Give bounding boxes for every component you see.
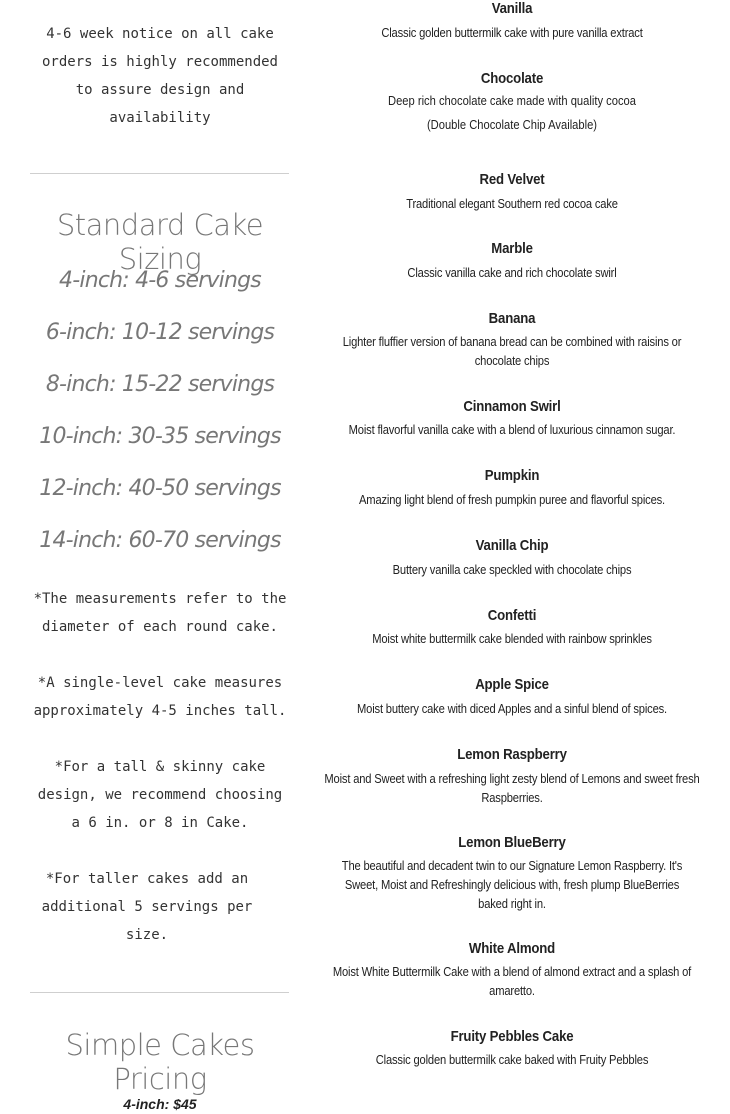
sizing-heading: Standard Cake Sizing [56,208,264,276]
size-item: 10-inch: 30-35 servings [39,424,281,449]
size-note: *A single-level cake measures approximately 4-5 inches tall. [33,675,287,719]
size-item: 14-inch: 60-70 servings [39,528,281,553]
flavor-description: Moist and Sweet with a refreshing light zesty blend of Lemons and sweet fresh Raspberries. [324,771,700,805]
flavor-description: Buttery vanilla cake speckled with chocolate chips [392,562,632,577]
flavor-description: Amazing light blend of fresh pumpkin puree and flavorful spices. [359,492,665,507]
flavor-description: Classic golden buttermilk cake with pure vanilla extract [381,25,643,40]
flavor-item [322,939,702,1000]
flavor-name: Vanilla [491,0,533,17]
flavor-description: Classic vanilla cake and rich chocolate swirl [407,265,617,280]
flavor-item [322,466,702,509]
size-note: *The measurements refer to the diameter of each round cake. [33,591,287,635]
flavor-description: The beautiful and decadent twin to our Signature Lemon Raspberry. It's Sweet, Moist and Refreshingly delicious with, fresh plump BlueBerries baked right in. [341,858,683,911]
flavor-description: Deep rich chocolate cake made with quality cocoa [388,93,636,108]
flavor-name: Vanilla Chip [475,537,549,554]
flavor-item [322,606,702,648]
order-notice: 4-6 week notice on all cake orders is highly recommended to assure design and availability [41,26,278,126]
flavor-item [322,675,702,718]
pricing-heading: Simple Cakes Pricing [65,1028,255,1096]
flavor-item [322,1027,702,1069]
size-item: 12-inch: 40-50 servings [39,476,281,501]
flavor-name: Marble [491,240,533,257]
flavor-name: Lemon BlueBerry [458,834,566,851]
flavor-description: Classic golden buttermilk cake baked with Fruity Pebbles [375,1052,649,1067]
flavor-item [322,239,702,282]
flavor-name: Cinnamon Swirl [463,398,561,415]
divider [30,992,289,993]
flavor-description: Lighter fluffier version of banana bread can be combined with raisins or chocolate chips [342,334,682,368]
flavor-item [322,536,702,579]
flavor-name: Pumpkin [484,467,540,484]
flavor-name: Red Velvet [479,171,545,188]
size-note: *For a tall & skinny cake design, we recommend choosing a 6 in. or 8 in Cake. [37,759,283,831]
flavor-description: Traditional elegant Southern red cocoa cake [406,196,618,211]
flavor-name: Chocolate [480,70,544,87]
flavor-description: Moist flavorful vanilla cake with a blend of luxurious cinnamon sugar. [348,422,676,437]
flavor-item [322,0,702,42]
flavor-description: Moist buttery cake with diced Apples and a sinful blend of spices. [357,701,667,716]
flavor-name: White Almond [468,940,556,957]
size-item: 8-inch: 15-22 servings [45,372,275,397]
flavor-item [322,309,702,370]
size-item: 6-inch: 10-12 servings [45,320,275,345]
flavor-item [322,69,702,137]
flavor-name: Fruity Pebbles Cake [450,1028,574,1045]
divider [30,173,289,174]
flavor-name: Apple Spice [475,676,549,693]
flavor-item [322,833,702,913]
price-item: 4-inch: $45 [123,1096,197,1112]
size-item: 4-inch: 4-6 servings [59,268,261,293]
flavor-name: Banana [488,310,536,327]
flavor-item [322,745,702,807]
flavor-item [322,170,702,213]
flavor-description: Moist white buttermilk cake blended with rainbow sprinkles [372,631,652,646]
flavor-item [322,397,702,439]
flavor-name: Confetti [487,607,537,624]
flavor-extra: (Double Chocolate Chip Available) [426,117,598,132]
size-note: *For taller cakes add an additional 5 servings per size. [41,871,253,943]
flavor-name: Lemon Raspberry [457,746,567,763]
flavor-description: Moist White Buttermilk Cake with a blend of almond extract and a splash of amaretto. [332,964,692,998]
